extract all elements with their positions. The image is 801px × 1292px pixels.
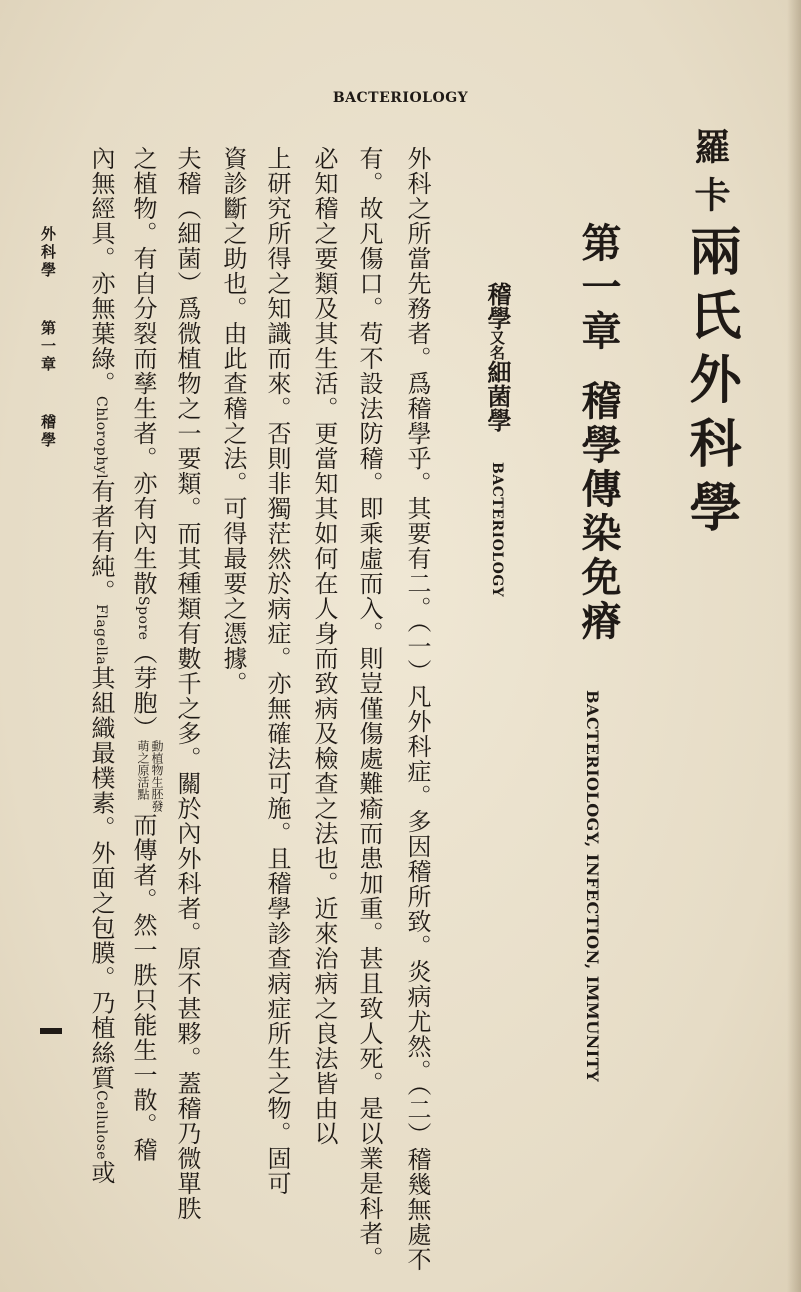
- book-title-prefix: 羅卡: [689, 128, 731, 224]
- footer-chapter-name: 第一章: [39, 320, 57, 374]
- body-column-8-part-d: 或: [87, 1160, 115, 1186]
- body-column-8-part-a: 內無經具。亦無葉綠。: [87, 146, 115, 396]
- term-chlorophyl: Chlorophyl: [93, 396, 109, 480]
- body-column-8-part-b: 有者有純。: [87, 479, 115, 605]
- chapter-english-title: BACTERIOLOGY, INFECTION, IMMUNITY: [583, 690, 602, 1083]
- body-column-4: 上研究所得之知識而來。否則非獨茫然於病症。亦無確法可施。且稽學診查病症所生之物。固可: [263, 146, 291, 1196]
- section-alias-name: 細菌學: [483, 360, 512, 432]
- annotation-note-line-2: 萌之原活點: [136, 740, 150, 801]
- book-title: [680, 0, 741, 1292]
- section-name: 稽學: [483, 282, 512, 330]
- section-title: [481, 0, 513, 1292]
- chapter-number: 第一章: [575, 222, 622, 354]
- body-column-7-part-c: 而傳者。然一胅只能生一散。稽: [129, 812, 157, 1163]
- body-column-8: [86, 0, 116, 1292]
- body-column-1: 外科之所當先務者。爲稽學乎。其要有二。（一）凡外科症。多因稽所致。炎病尤然。（二）稽幾無處不: [403, 146, 431, 1272]
- body-column-5: 資診斷之助也。由此查稽之法。可得最要之憑據。: [219, 146, 247, 696]
- term-spore: Spore: [135, 596, 151, 641]
- term-cellulose: Cellulose: [93, 1090, 109, 1161]
- chapter-title: [574, 0, 622, 1292]
- body-column-3: 必知稽之要類及其生活。更當知其如何在人身而致病及檢查之法也。近來治病之良法皆由以: [310, 146, 338, 1146]
- running-header: BACTERIOLOGY: [332, 90, 469, 106]
- footer-book-name: 外科學: [39, 226, 57, 280]
- section-english-title: BACTERIOLOGY: [489, 462, 505, 598]
- body-column-6: 夫稽（細菌）爲微植物之一要類。而其種類有數千之多。關於內外科者。原不甚夥。蓋稽乃微單胅: [173, 146, 201, 1221]
- body-column-8-part-c: 其組織最樸素。外面之包膜。乃植絲質: [87, 665, 115, 1091]
- book-title-main: 兩氏外科學: [680, 224, 741, 544]
- chapter-name: 稽學傳染免瘠: [575, 380, 622, 644]
- body-column-7-part-b: （芽胞）: [129, 640, 157, 741]
- body-column-7-part-a: 之植物。有自分裂而孳生者。亦有內生散: [129, 146, 157, 596]
- footer-section-name: 稽學: [39, 414, 57, 450]
- annotation-note-line-1: 動植物生胚發: [150, 740, 164, 813]
- page-number-mark: [40, 1028, 62, 1034]
- body-column-2: 有。故凡傷口。苟不設法防稽。即乘虛而入。則豈僅傷處難瘉而患加重。甚且致人死。是以業是科者。: [355, 146, 383, 1271]
- annotation-note: [136, 740, 164, 812]
- page-edge-shadow: [787, 0, 801, 1292]
- body-column-7: [128, 0, 164, 1292]
- term-flagella: Flagella: [93, 604, 109, 666]
- section-alias-label: 又名: [488, 330, 506, 360]
- page-footer: [38, 0, 59, 1292]
